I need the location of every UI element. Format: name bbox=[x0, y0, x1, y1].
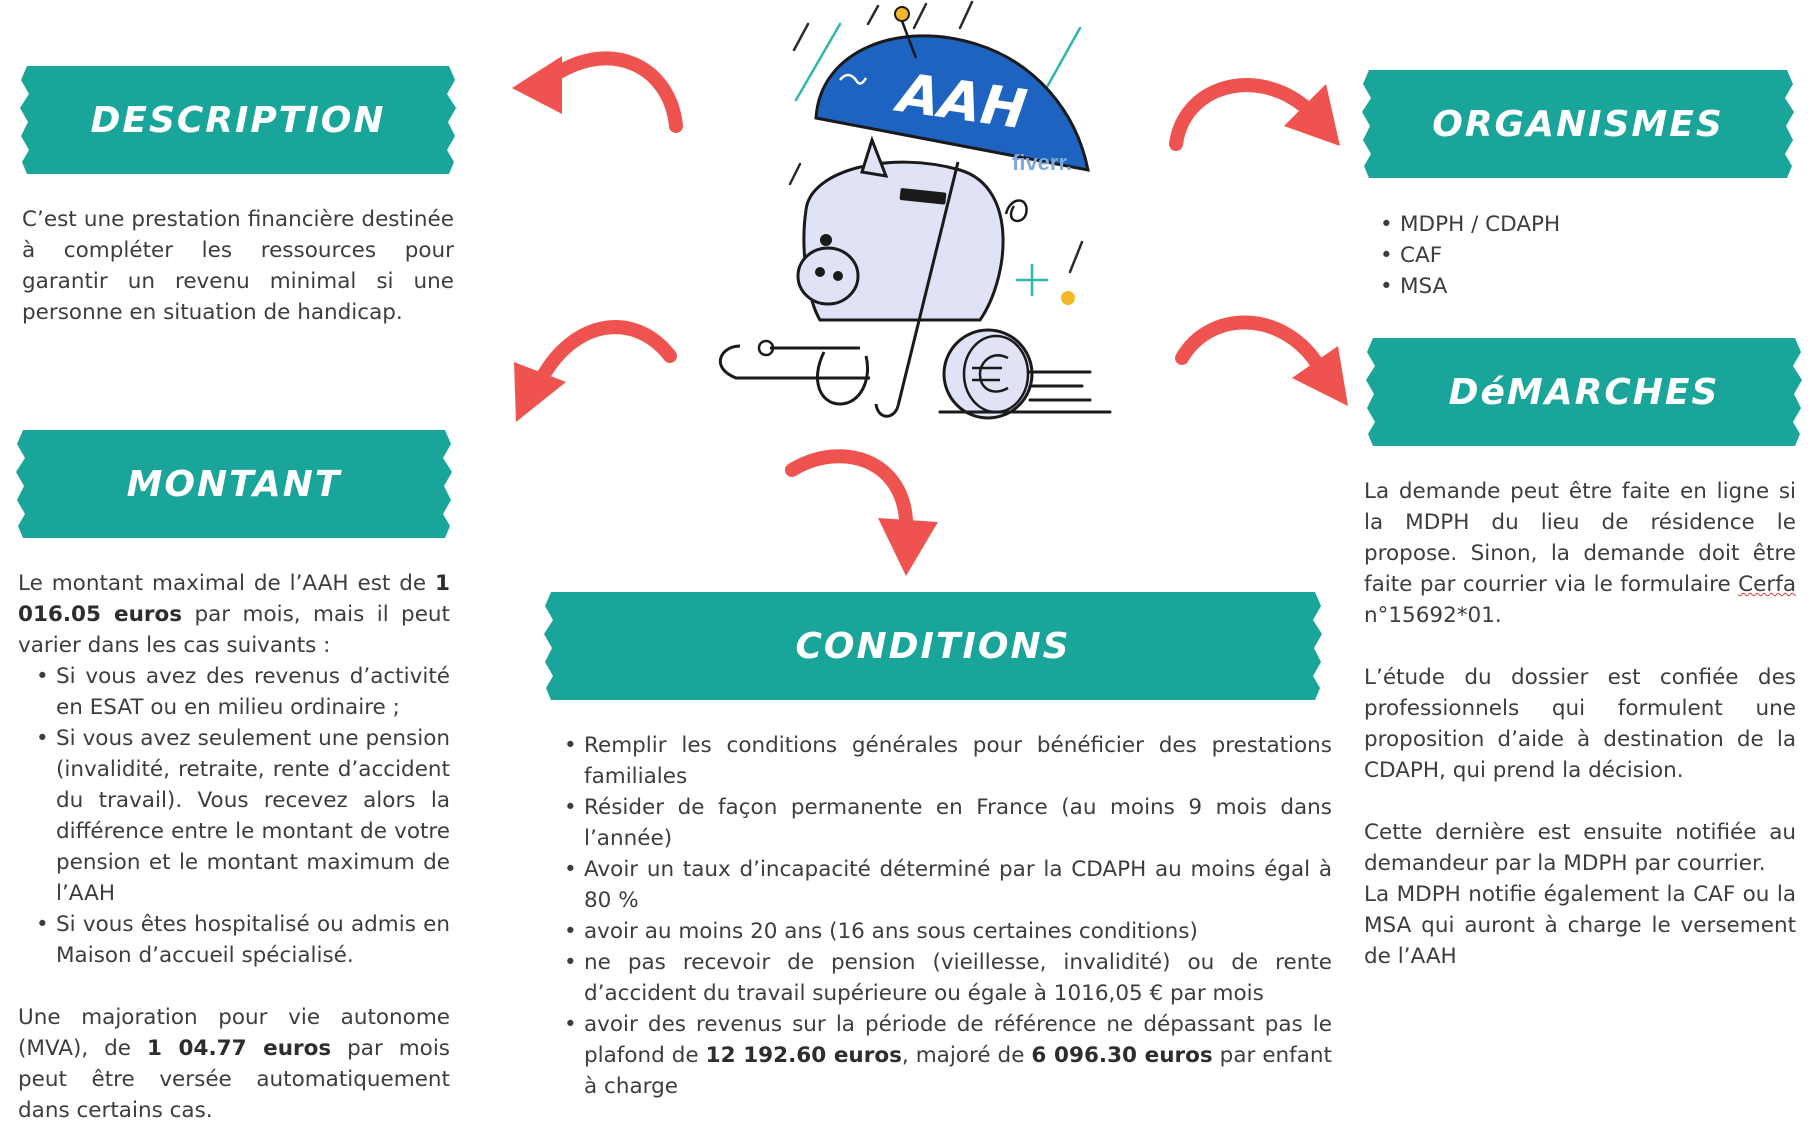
montant-banner bbox=[14, 430, 454, 538]
montant-mva-amount: 1 04.77 euros bbox=[146, 1036, 332, 1061]
condition-item: • Résider de façon permanente en France (au moins 9 mois dans l’année) bbox=[546, 792, 1332, 854]
condition-part: , majoré de bbox=[901, 1043, 1032, 1068]
demarches-p2: L’étude du dossier est confiée des professionnels qui formulent une proposition d’aide à destination de la CDAPH, qui prend la décision. bbox=[1364, 665, 1796, 783]
piggy-bank-umbrella-illustration bbox=[690, 0, 1130, 420]
condition-item: • avoir au moins 20 ans (16 ans sous certaines conditions) bbox=[546, 916, 1332, 947]
description-paragraph: C’est une prestation financière destinée à compléter les ressources pour garantir un revenu minimal si une personne en situation de handicap. bbox=[22, 207, 454, 325]
watermark-text: fiverr. bbox=[1012, 150, 1072, 175]
plafond-amount: 12 192.60 euros bbox=[705, 1043, 902, 1068]
cerfa-word: Cerfa bbox=[1738, 572, 1796, 597]
demarches-p1-part: n°15692*01. bbox=[1364, 603, 1502, 628]
description-title: DESCRIPTION bbox=[90, 99, 386, 141]
demarches-text bbox=[1364, 476, 1796, 972]
organisme-item: • MDPH / CDAPH bbox=[1362, 209, 1782, 240]
montant-text bbox=[18, 568, 450, 1126]
arrow-to-demarches-icon bbox=[1170, 300, 1360, 412]
demarches-banner bbox=[1364, 338, 1804, 446]
montant-case: • Si vous avez seulement une pension (invalidité, retraite, rente d’accident du travail). Vous recevez alors la différence entre le montant de votre pension et le montant maximum de l’AAH bbox=[18, 723, 450, 909]
montant-title: MONTANT bbox=[126, 463, 342, 505]
organismes-banner bbox=[1360, 70, 1796, 178]
conditions-text bbox=[546, 730, 1332, 1102]
condition-item bbox=[546, 1009, 1332, 1102]
condition-item: • Avoir un taux d’incapacité déterminé par la CDAPH au moins égal à 80 % bbox=[546, 854, 1332, 916]
condition-item: • Remplir les conditions générales pour bénéficier des prestations familiales bbox=[546, 730, 1332, 792]
montant-intro-part: Le montant maximal de l’AAH est de bbox=[18, 571, 436, 596]
demarches-p1-part: La demande peut être faite en ligne si la MDPH du lieu de résidence le propose. Sinon, la demande doit être faite par courrier via le formulaire bbox=[1364, 479, 1796, 597]
arrow-to-organismes-icon bbox=[1164, 56, 1354, 156]
majoration-amount: 6 096.30 euros bbox=[1031, 1043, 1213, 1068]
montant-mva-part: par mois peut être versée automatiquement dans certains cas. bbox=[18, 1036, 451, 1123]
demarches-p1 bbox=[1364, 476, 1796, 631]
demarches-title: DéMARCHES bbox=[1448, 371, 1720, 413]
condition-item: • ne pas recevoir de pension (vieillesse, invalidité) ou de rente d’accident du travail supérieure ou égale à 1016,05 € par mois bbox=[546, 947, 1332, 1009]
montant-mva bbox=[18, 1002, 450, 1126]
umbrella-label: AAH bbox=[894, 61, 1031, 142]
demarches-p4: La MDPH notifie également la CAF ou la MSA qui auront à charge le versement de l’AAH bbox=[1364, 882, 1796, 969]
montant-case: • Si vous avez des revenus d’activité en ESAT ou en milieu ordinaire ; bbox=[18, 661, 450, 723]
montant-intro bbox=[18, 568, 450, 661]
organismes-list bbox=[1362, 209, 1782, 302]
montant-mva-part: Une majoration pour vie autonome (MVA), de bbox=[18, 1005, 450, 1061]
description-text bbox=[22, 204, 454, 328]
organismes-title: ORGANISMES bbox=[1432, 103, 1724, 145]
arrow-to-montant-icon bbox=[494, 300, 684, 430]
organisme-item: • MSA bbox=[1362, 271, 1782, 302]
description-banner bbox=[18, 66, 458, 174]
conditions-banner bbox=[542, 592, 1324, 700]
arrow-to-conditions-icon bbox=[782, 440, 962, 580]
condition-part: avoir des revenus sur la période de référence ne dépassant pas le plafond de bbox=[584, 1012, 1332, 1068]
montant-case: • Si vous êtes hospitalisé ou admis en Maison d’accueil spécialisé. bbox=[18, 909, 450, 971]
organisme-item: • CAF bbox=[1362, 240, 1782, 271]
demarches-p3: Cette dernière est ensuite notifiée au demandeur par la MDPH par courrier. bbox=[1364, 820, 1796, 876]
conditions-title: CONDITIONS bbox=[795, 625, 1071, 667]
montant-max-amount: 1 016.05 euros bbox=[18, 571, 450, 627]
montant-intro-part: par mois, mais il peut varier dans les cas suivants : bbox=[18, 602, 450, 658]
arrow-to-description-icon bbox=[500, 26, 690, 136]
condition-part: par enfant à charge bbox=[584, 1043, 1332, 1099]
